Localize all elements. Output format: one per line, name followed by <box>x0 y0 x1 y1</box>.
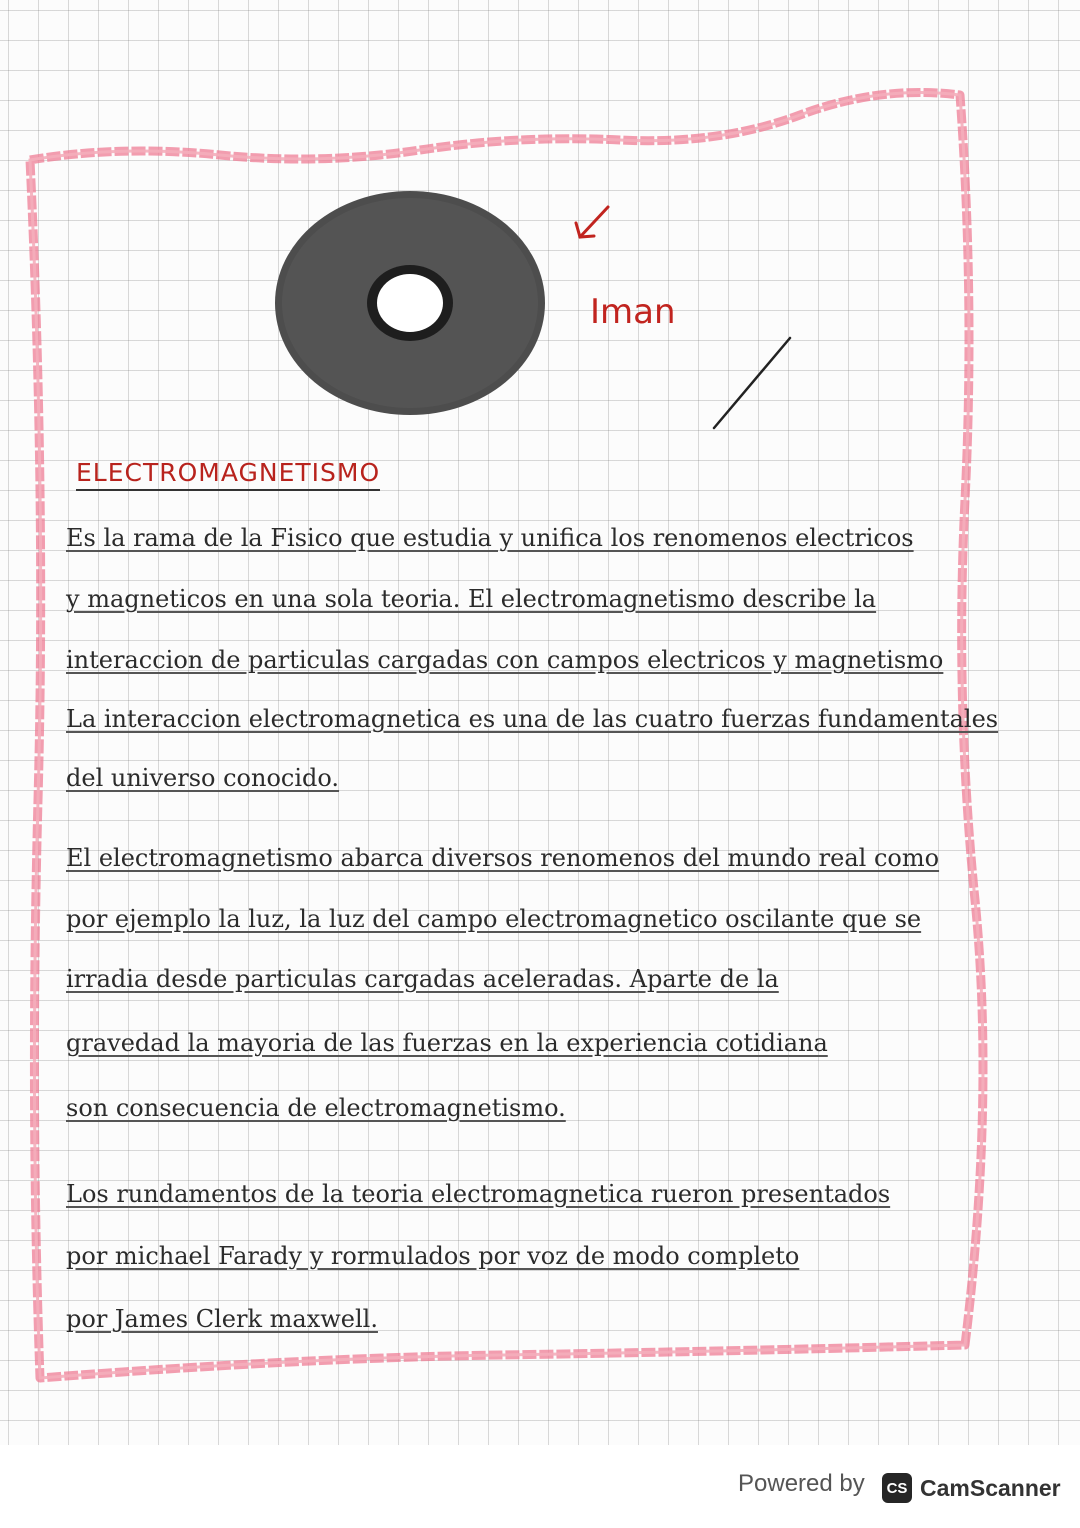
p3-line-2: por michael Farady y rormulados por voz de modo completo <box>66 1242 800 1270</box>
pencil-stroke <box>700 330 800 440</box>
heading: ELECTROMAGNETISMO <box>76 458 380 491</box>
powered-by-text: Powered by <box>738 1470 865 1497</box>
p1-line-1: Es la rama de la Fisico que estudia y unifica los renomenos electricos <box>66 524 914 552</box>
p3-line-3: por James Clerk maxwell. <box>66 1305 378 1333</box>
camscanner-logo <box>872 1465 1064 1511</box>
app-name: CamScanner <box>920 1474 1061 1501</box>
p3-line-1: Los rundamentos de la teoria electromagnetica rueron presentados <box>66 1180 891 1208</box>
p1-line-3: interaccion de particulas cargadas con campos electricos y magnetismo <box>66 646 944 674</box>
magnet-label: Iman <box>590 292 676 332</box>
p2-line-4: gravedad la mayoria de las fuerzas en la experiencia cotidiana <box>66 1029 828 1057</box>
arrow-icon <box>570 195 630 245</box>
p1-line-5: del universo conocido. <box>66 764 340 792</box>
p1-line-4: La interaccion electromagnetica es una de las cuatro fuerzas fundamentales <box>66 705 999 733</box>
p2-line-1: El electromagnetismo abarca diversos renomenos del mundo real como <box>66 844 940 872</box>
cs-logo-icon: CS <box>882 1473 912 1503</box>
p2-line-5: son consecuencia de electromagnetismo. <box>66 1094 566 1122</box>
magnet-drawing <box>270 185 560 435</box>
p2-line-3: irradia desde particulas cargadas aceleradas. Aparte de la <box>66 965 779 993</box>
p1-line-2: y magneticos en una sola teoria. El electromagnetismo describe la <box>66 585 877 613</box>
p2-line-2: por ejemplo la luz, la luz del campo electromagnetico oscilante que se <box>66 905 922 933</box>
